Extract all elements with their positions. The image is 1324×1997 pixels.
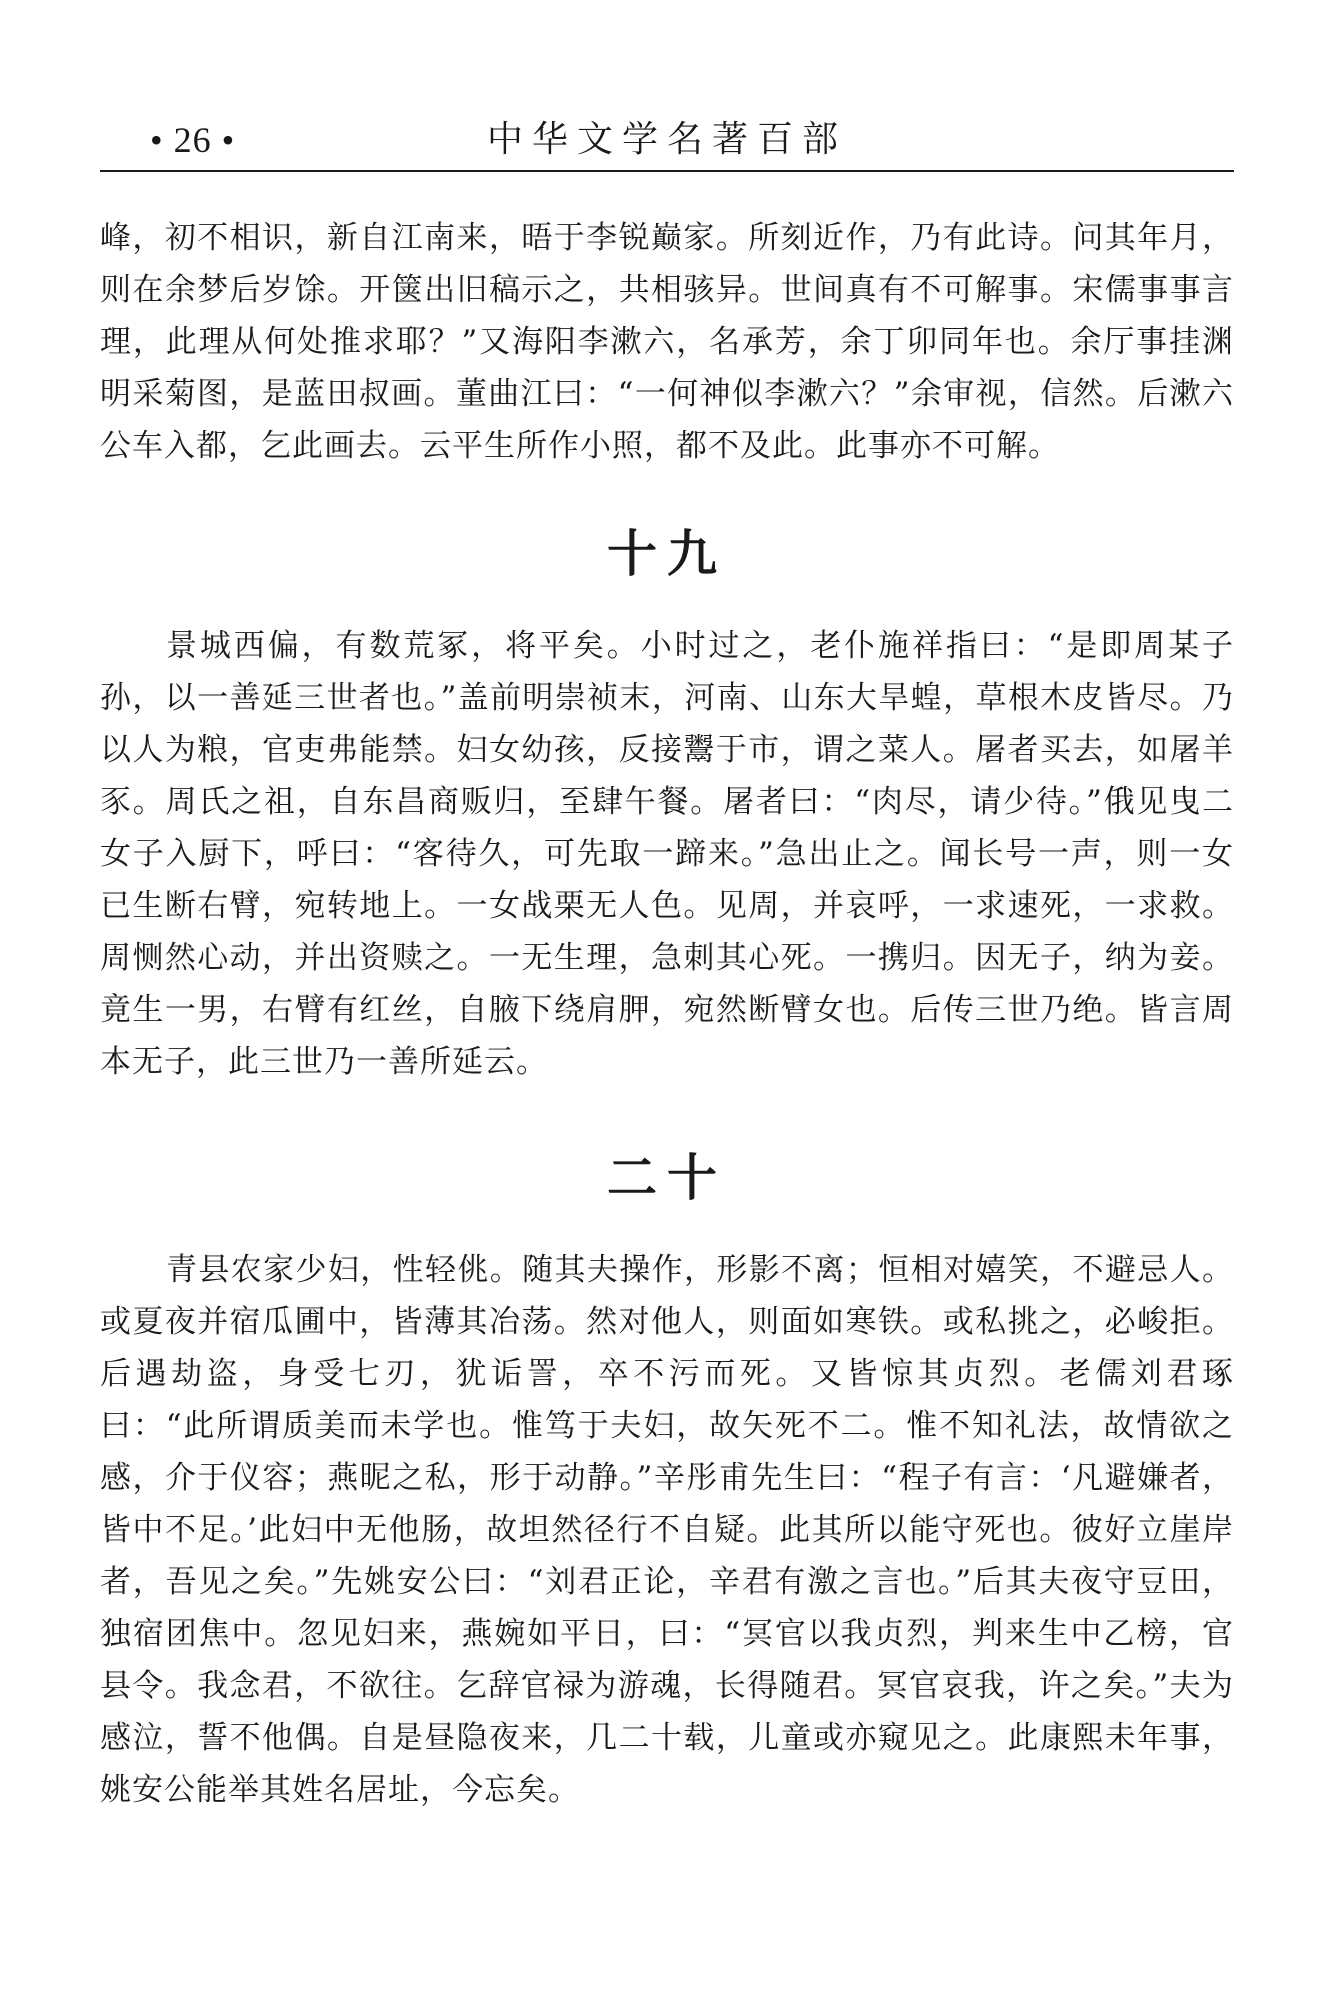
body-text: [100, 212, 1234, 1816]
header-rule: [100, 170, 1234, 172]
spacer: [100, 1208, 1234, 1244]
spacer: [100, 472, 1234, 524]
section-heading-20: 二十: [607, 1149, 727, 1207]
book-title: 中华文学名著百部: [486, 119, 847, 160]
spacer: [100, 584, 1234, 620]
section-heading-19: 十九: [607, 525, 727, 583]
intro-paragraph: 峰，初不相识，新自江南来，晤于李锐巅家。所刻近作，乃有此诗。问其年月，则在余梦后岁馀。开箧出旧稿示之，共相骇异。世间真有不可解事。宋儒事事言理，此理从何处推求耶？”又海阳李漱六，名承芳，余丁卯同年也。余厅事挂渊明采菊图，是蓝田叔画。董曲江曰：“一何神似李漱六？”余审视，信然。后漱六公车入都，乞此画去。云平生所作小照，都不及此。此事亦不可解。: [100, 220, 1234, 464]
section-20-paragraph: 青县农家少妇，性轻佻。随其夫操作，形影不离；恒相对嬉笑，不避忌人。或夏夜并宿瓜圃中，皆薄其冶荡。然对他人，则面如寒铁。或私挑之，必峻拒。后遇劫盗，身受七刃，犹诟詈，卒不污而死。又皆惊其贞烈。老儒刘君琢曰：“此所谓质美而未学也。惟笃于夫妇，故矢死不二。惟不知礼法，故情欲之感，介于仪容；燕昵之私，形于动静。”辛彤甫先生曰：“程子有言：‘凡避嫌者，皆中不足。’此妇中无他肠，故坦然径行不自疑。此其所以能守死也。彼好立崖岸者，吾见之矣。”先姚安公曰：“刘君正论，辛君有激之言也。”后其夫夜守豆田，独宿团焦中。忽见妇来，燕婉如平日，曰：“冥官以我贞烈，判来生中乙榜，官县令。我念君，不欲往。乞辞官禄为游魂，长得随君。冥官哀我，许之矣。”夫为感泣，誓不他偶。自是昼隐夜来，几二十载，儿童或亦窥见之。此康熙未年事，姚安公能举其姓名居址，今忘矣。: [100, 1252, 1234, 1808]
page-number: • 26 •: [150, 120, 236, 160]
running-head: [100, 112, 1234, 168]
section-19-paragraph: 景城西偏，有数荒冢，将平矣。小时过之，老仆施祥指曰：“是即周某子孙，以一善延三世者也。”盖前明崇祯末，河南、山东大旱蝗，草根木皮皆尽。乃以人为粮，官吏弗能禁。妇女幼孩，反接鬻于市，谓之菜人。屠者买去，如屠羊豕。周氏之祖，自东昌商贩归，至肆午餐。屠者曰：“肉尽，请少待。”俄见曳二女子入厨下，呼曰：“客待久，可先取一蹄来。”急出止之。闻长号一声，则一女已生断右臂，宛转地上。一女战栗无人色。见周，并哀呼，一求速死，一求救。周恻然心动，并出资赎之。一无生理，急刺其心死。一携归。因无子，纳为妾。竟生一男，右臂有红丝，自腋下绕肩胛，宛然断臂女也。后传三世乃绝。皆言周本无子，此三世乃一善所延云。: [100, 628, 1234, 1080]
spacer: [100, 1088, 1234, 1148]
